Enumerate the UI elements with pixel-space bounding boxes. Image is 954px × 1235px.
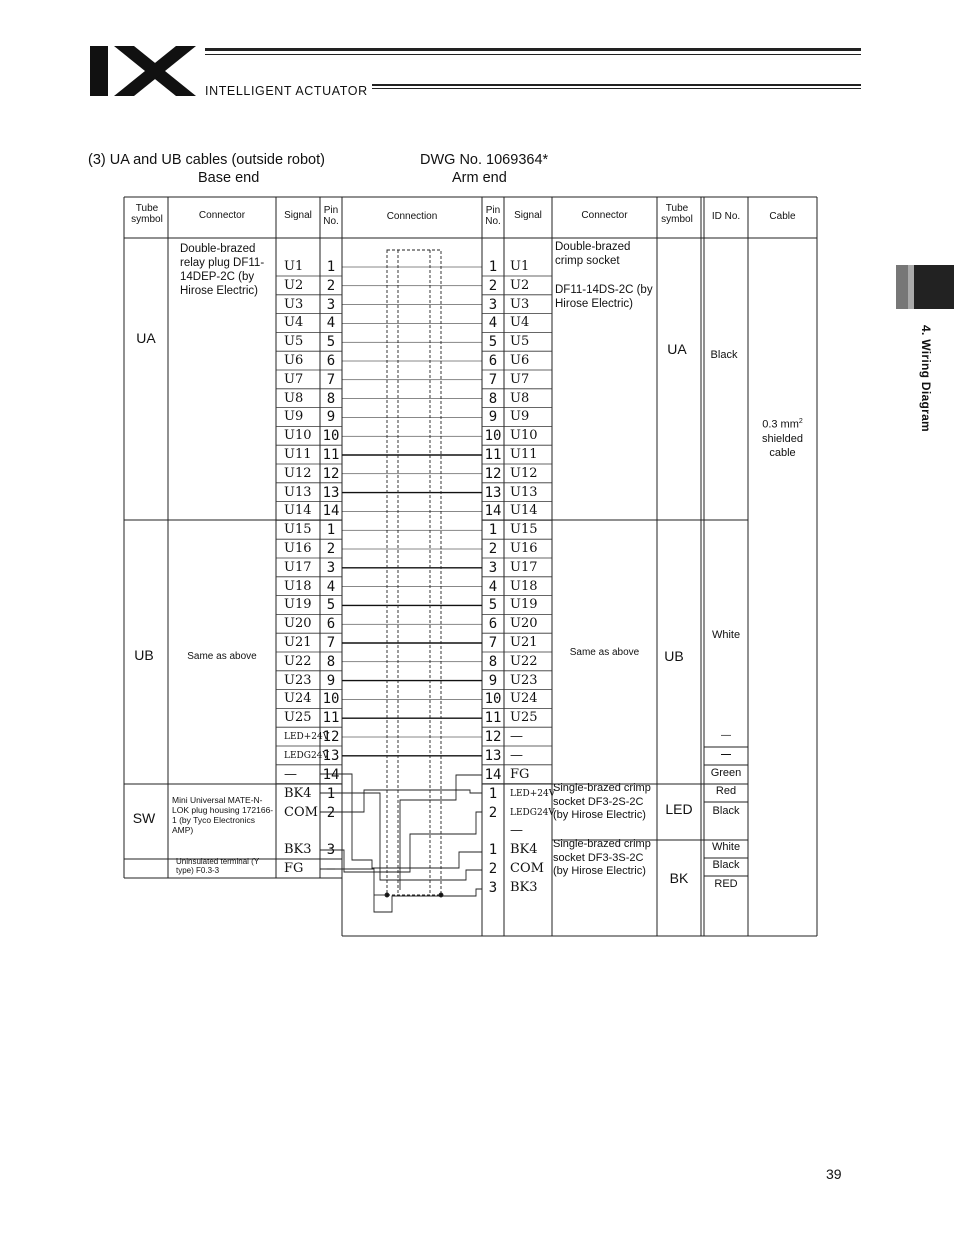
right-pin: 12 [484, 465, 502, 482]
right-signal: U25 [510, 710, 538, 726]
brand-name: INTELLIGENT ACTUATOR [205, 84, 368, 98]
left-signal: U12 [284, 465, 312, 481]
left-signal: U16 [284, 541, 312, 556]
id-dash-1: — [721, 730, 731, 741]
left-signal: BK4 [284, 786, 312, 801]
right-connector-led: Single-brazed crimp socket DF3-2S-2C (by Hirose Electric) [553, 782, 651, 821]
right-signal: U11 [510, 447, 538, 462]
id-bk-red: RED [714, 878, 738, 890]
left-pin: 1 [326, 522, 336, 539]
left-pin: 8 [326, 653, 336, 670]
right-pin: 8 [488, 653, 498, 670]
id-led-black: Black [712, 805, 740, 817]
right-pin: 8 [488, 390, 498, 407]
left-signal: U1 [284, 259, 304, 274]
hdr-cable: Cable [769, 211, 796, 222]
right-pin: 3 [488, 559, 498, 576]
right-pin: 10 [484, 691, 502, 708]
left-signal: U4 [284, 315, 304, 331]
right-pin: 6 [488, 353, 498, 369]
left-pin: 10 [322, 428, 340, 445]
right-signal: U22 [510, 653, 538, 669]
id-bk-black: Black [712, 859, 740, 871]
left-signal: BK3 [284, 842, 312, 857]
left-pin: 3 [326, 296, 336, 313]
left-pin: 13 [322, 484, 340, 501]
hdr-pin-no-right: Pin No. [485, 205, 501, 227]
left-signal: U23 [284, 672, 312, 688]
left-signal: U21 [284, 635, 312, 650]
left-signal: U9 [284, 409, 304, 425]
hdr-signal: Signal [284, 210, 312, 221]
drawing-number: DWG No. 1069364* [420, 152, 549, 168]
right-connector-bk: Single-brazed crimp socket DF3-3S-2C (by Hirose Electric) [553, 838, 651, 877]
hdr-connector: Connector [198, 210, 246, 221]
right-signal: U18 [510, 578, 538, 594]
right-signal: — [510, 729, 523, 744]
right-pin: 2 [488, 541, 498, 557]
hdr-pin-no: Pin No. [323, 205, 339, 227]
id-led-red: Red [715, 785, 737, 797]
right-signal: U15 [510, 522, 538, 538]
right-pin: 1 [488, 786, 498, 802]
right-signal: U1 [510, 259, 530, 274]
right-pin: 11 [484, 710, 502, 727]
right-pin: 7 [488, 635, 498, 651]
left-tube-sw: SW [132, 810, 156, 826]
right-signal: U13 [510, 484, 538, 500]
right-signal: FG [510, 766, 530, 782]
left-signal: — [284, 766, 297, 782]
right-signal: U12 [510, 465, 538, 481]
left-signal: U8 [284, 390, 304, 406]
right-pin: 7 [488, 371, 498, 388]
right-signal: U3 [510, 296, 530, 312]
right-pin: 11 [484, 447, 502, 463]
right-signal: U21 [510, 635, 538, 650]
right-signal: U10 [510, 428, 538, 444]
right-tube-bk: BK [669, 870, 689, 886]
right-signal: U20 [510, 616, 538, 632]
cable-line3: cable [769, 446, 796, 459]
right-signal: U5 [510, 334, 530, 350]
left-pin: 9 [326, 672, 336, 689]
left-pin: 12 [322, 729, 340, 745]
right-pin: 9 [488, 409, 498, 426]
left-pin: 5 [326, 334, 336, 351]
right-pin: 3 [488, 296, 498, 313]
left-pin: 2 [326, 277, 336, 294]
left-pin: 3 [326, 559, 336, 576]
right-pin: 2 [488, 805, 498, 821]
page-number: 39 [826, 1166, 842, 1182]
right-signal: U23 [510, 672, 538, 688]
left-signal: U22 [284, 653, 312, 669]
right-signal: U19 [510, 597, 538, 613]
right-signal: U17 [510, 559, 538, 575]
left-pin: 6 [326, 353, 336, 369]
hdr-connection: Connection [386, 211, 438, 222]
left-pin: 6 [326, 616, 336, 633]
left-connector-sw: Mini Universal MATE-N-LOK plug housing 172166-1 (by Tyco Electronics AMP) [172, 795, 274, 835]
right-signal: — [510, 823, 523, 838]
cable-line2: shielded [762, 432, 803, 445]
right-signal: U6 [510, 353, 530, 368]
section-title: (3) UA and UB cables (outside robot) [88, 152, 325, 168]
right-pin: 1 [488, 259, 498, 275]
right-tube-led: LED [665, 801, 693, 817]
cable-sup: 2 [798, 418, 803, 425]
right-tube-ub: UB [664, 648, 684, 664]
left-connector-ub: Same as above [187, 651, 257, 662]
left-pin: 12 [322, 465, 340, 482]
cable-spec [748, 415, 817, 460]
hdr-tube-symbol-right: Tube symbol [661, 203, 693, 225]
right-pin: 14 [484, 766, 502, 783]
right-pin: 10 [484, 428, 502, 445]
right-signal: U4 [510, 315, 530, 331]
right-signal: U24 [510, 691, 538, 707]
right-pin: 14 [484, 503, 502, 520]
right-pin: 2 [488, 861, 498, 877]
right-signal: U16 [510, 541, 538, 556]
id-dash-2: — [721, 749, 731, 760]
left-signal: U24 [284, 691, 312, 707]
left-pin: 9 [326, 409, 336, 426]
left-tube-ub: UB [134, 647, 154, 663]
arm-end-label: Arm end [452, 170, 507, 186]
left-signal: U13 [284, 484, 312, 500]
right-signal: — [510, 747, 523, 763]
left-pin: 4 [326, 578, 336, 595]
right-pin: 2 [488, 277, 498, 294]
right-signal: U8 [510, 390, 530, 406]
right-pin: 3 [488, 880, 498, 896]
right-pin: 4 [488, 578, 498, 595]
id-green: Green [710, 767, 742, 779]
right-pin: 5 [488, 597, 498, 614]
left-pin: 5 [326, 597, 336, 614]
right-pin: 1 [488, 842, 498, 858]
section-tab-label: 4. Wiring Diagram [919, 325, 933, 433]
right-pin: 9 [488, 672, 498, 689]
left-pin: 2 [326, 541, 336, 557]
left-pin: 14 [322, 766, 340, 783]
left-pin: 1 [326, 259, 336, 275]
right-signal: LED+24V [510, 789, 556, 799]
left-signal: U5 [284, 334, 304, 350]
right-signal: U7 [510, 371, 530, 387]
left-pin: 2 [326, 805, 336, 821]
left-pin: 3 [326, 842, 336, 858]
hdr-tube-symbol: Tube symbol [131, 203, 163, 225]
right-pin: 13 [484, 747, 502, 764]
hdr-id-no: ID No. [711, 211, 741, 222]
right-connector-ub: Same as above [569, 647, 640, 658]
left-signal: U19 [284, 597, 312, 613]
id-bk-white: White [711, 841, 741, 853]
left-tube-ua: UA [136, 330, 156, 346]
hdr-connector-right: Connector [581, 210, 628, 221]
left-pin: 14 [322, 503, 340, 520]
base-end-label: Base end [198, 170, 260, 186]
left-pin: 11 [322, 447, 340, 463]
right-connector-ua-line2: DF11-14DS-2C (by Hirose Electric) [555, 284, 653, 310]
right-connector-ua-line1: Double-brazed crimp socket [555, 241, 631, 267]
left-pin: 1 [326, 786, 336, 802]
id-ua: Black [710, 349, 738, 361]
right-signal: LEDG24V [510, 808, 555, 818]
cable-line1: 0.3 mm [762, 418, 799, 431]
hdr-signal-right: Signal [514, 210, 542, 221]
right-pin: 5 [488, 334, 498, 351]
left-signal: U18 [284, 578, 312, 594]
right-signal: U2 [510, 277, 530, 293]
left-signal: U6 [284, 353, 304, 368]
left-pin: 13 [322, 747, 340, 764]
left-pin: 7 [326, 371, 336, 388]
left-signal: U20 [284, 616, 312, 632]
id-ub: White [711, 629, 741, 641]
left-signal: U14 [284, 503, 312, 519]
right-signal: BK3 [510, 880, 538, 895]
right-tube-ua: UA [667, 341, 687, 357]
right-signal: BK4 [510, 842, 538, 857]
left-signal: U7 [284, 371, 304, 387]
right-pin: 6 [488, 616, 498, 633]
left-signal: U25 [284, 710, 312, 726]
left-pin: 4 [326, 315, 336, 332]
left-pin: 11 [322, 710, 340, 727]
left-signal: U11 [284, 447, 312, 462]
left-connector-ua: Double-brazed relay plug DF11-14DEP-2C (by Hirose Electric) [180, 243, 265, 297]
left-signal: U10 [284, 428, 312, 444]
left-signal: LEDG24V [284, 750, 329, 761]
left-signal: U17 [284, 559, 312, 575]
left-connector-fg: Uninsulated terminal (Y type) F0.3-3 [176, 857, 260, 875]
left-signal: FG [284, 861, 304, 876]
left-pin: — [326, 861, 336, 877]
left-signal: U2 [284, 277, 304, 293]
right-signal: U9 [510, 409, 530, 425]
left-pin: 10 [322, 691, 340, 708]
right-pin: 12 [484, 729, 502, 745]
left-signal: U15 [284, 522, 312, 538]
right-pin: 13 [484, 484, 502, 501]
right-pin: 4 [488, 315, 498, 332]
left-signal: U3 [284, 296, 304, 312]
left-signal: LED+24V [284, 732, 330, 742]
right-signal: COM [510, 861, 544, 876]
left-pin: 7 [326, 635, 336, 651]
right-signal: U14 [510, 503, 538, 519]
right-pin: 1 [488, 522, 498, 539]
left-signal: COM [284, 805, 318, 820]
left-pin: 8 [326, 390, 336, 407]
